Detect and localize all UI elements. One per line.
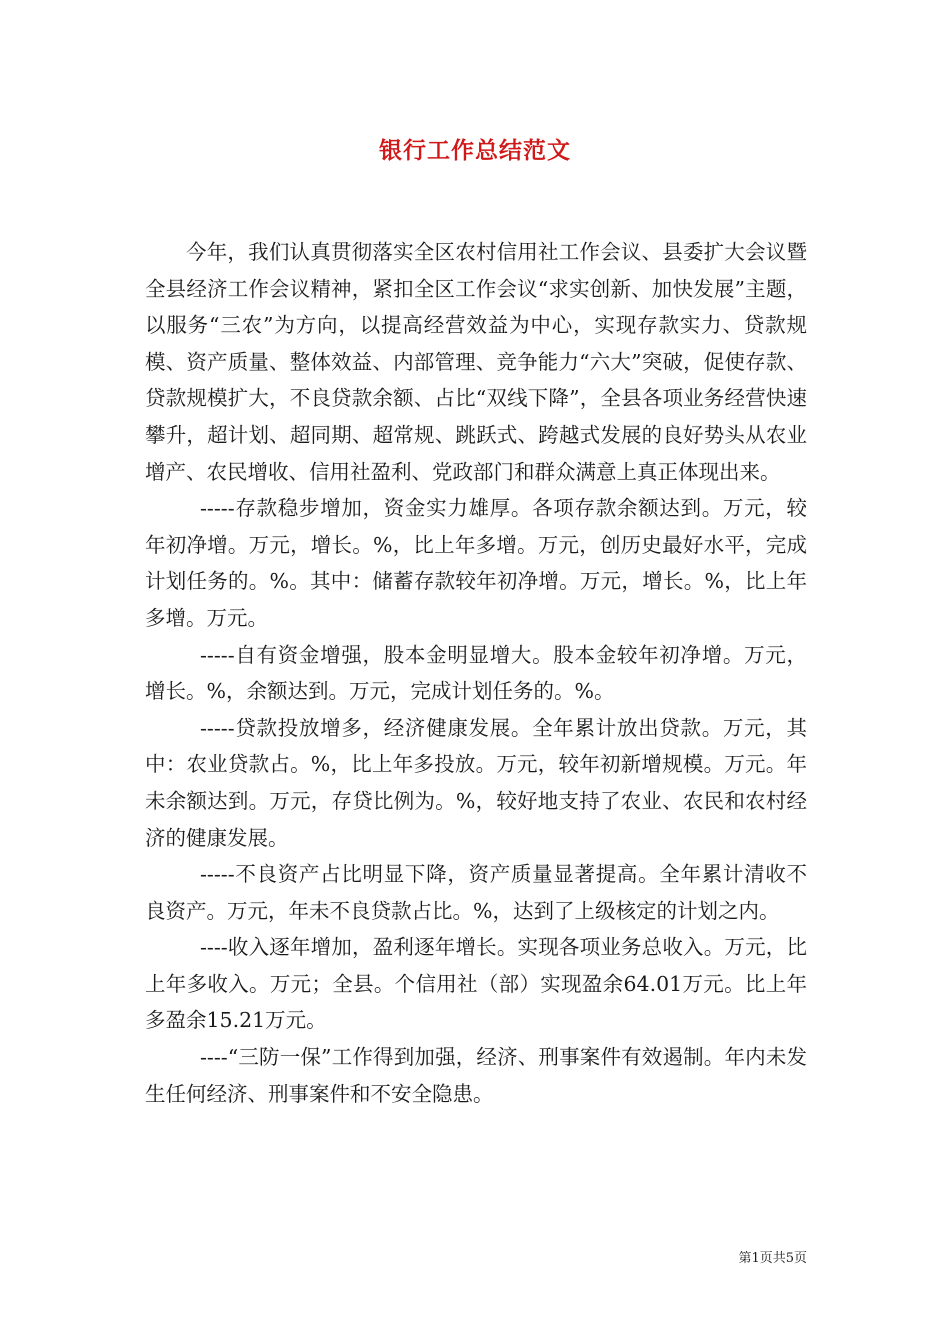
document-body xyxy=(145,234,807,1112)
paragraph-income: ----收入逐年增加，盈利逐年增长。实现各项业务总收入。万元，比上年多收入。万元；全县。个信用社（部）实现盈余64.01万元。比上年多盈余15.21万元。 xyxy=(145,935,807,1033)
paragraph-nonperforming-assets: -----不良资产占比明显下降，资产质量显著提高。全年累计清收不良资产。万元，年未不良贷款占比。%，达到了上级核定的计划之内。 xyxy=(145,862,807,923)
paragraph-deposits: -----存款稳步增加，资金实力雄厚。各项存款余额达到。万元，较年初净增。万元，增长。%，比上年多增。万元，创历史最好水平，完成计划任务的。%。其中：储蓄存款较年初净增。万元，增长。%，比上年多增。万元。 xyxy=(145,496,807,630)
paragraph-loans: -----贷款投放增多，经济健康发展。全年累计放出贷款。万元，其中：农业贷款占。%，比上年多投放。万元，较年初新增规模。万元。年未余额达到。万元，存贷比例为。%，较好地支持了农业、农民和农村经济的健康发展。 xyxy=(145,715,807,850)
page-title: 银行工作总结范文 xyxy=(379,137,571,164)
paragraph-own-funds: -----自有资金增强，股本金明显增大。股本金较年初净增。万元，增长。%，余额达到。万元，完成计划任务的。%。 xyxy=(145,642,807,704)
paragraph-intro: 今年，我们认真贯彻落实全区农村信用社工作会议、县委扩大会议暨全县经济工作会议精神，紧扣全区工作会议“求实创新、加快发展”主题，以服务“三农”为方向，以提高经营效益为中心，实现存款实力、贷款规模、资产质量、整体效益、内部管理、竞争能力“六大”突破，促使存款、贷款规模扩大，不良贷款余额、占比“双线下降”，全县各项业务经营快速攀升，超计划、超同期、超常规、跳跃式、跨越式发展的良好势头从农业增产、农民增收、信用社盈利、党政部门和群众满意上真正体现出来。 xyxy=(145,240,807,484)
paragraph-security: ----“三防一保”工作得到加强，经济、刑事案件有效遏制。年内未发生任何经济、刑事案件和不安全隐患。 xyxy=(145,1045,807,1106)
page-number: 第1页共5页 xyxy=(738,1251,807,1266)
